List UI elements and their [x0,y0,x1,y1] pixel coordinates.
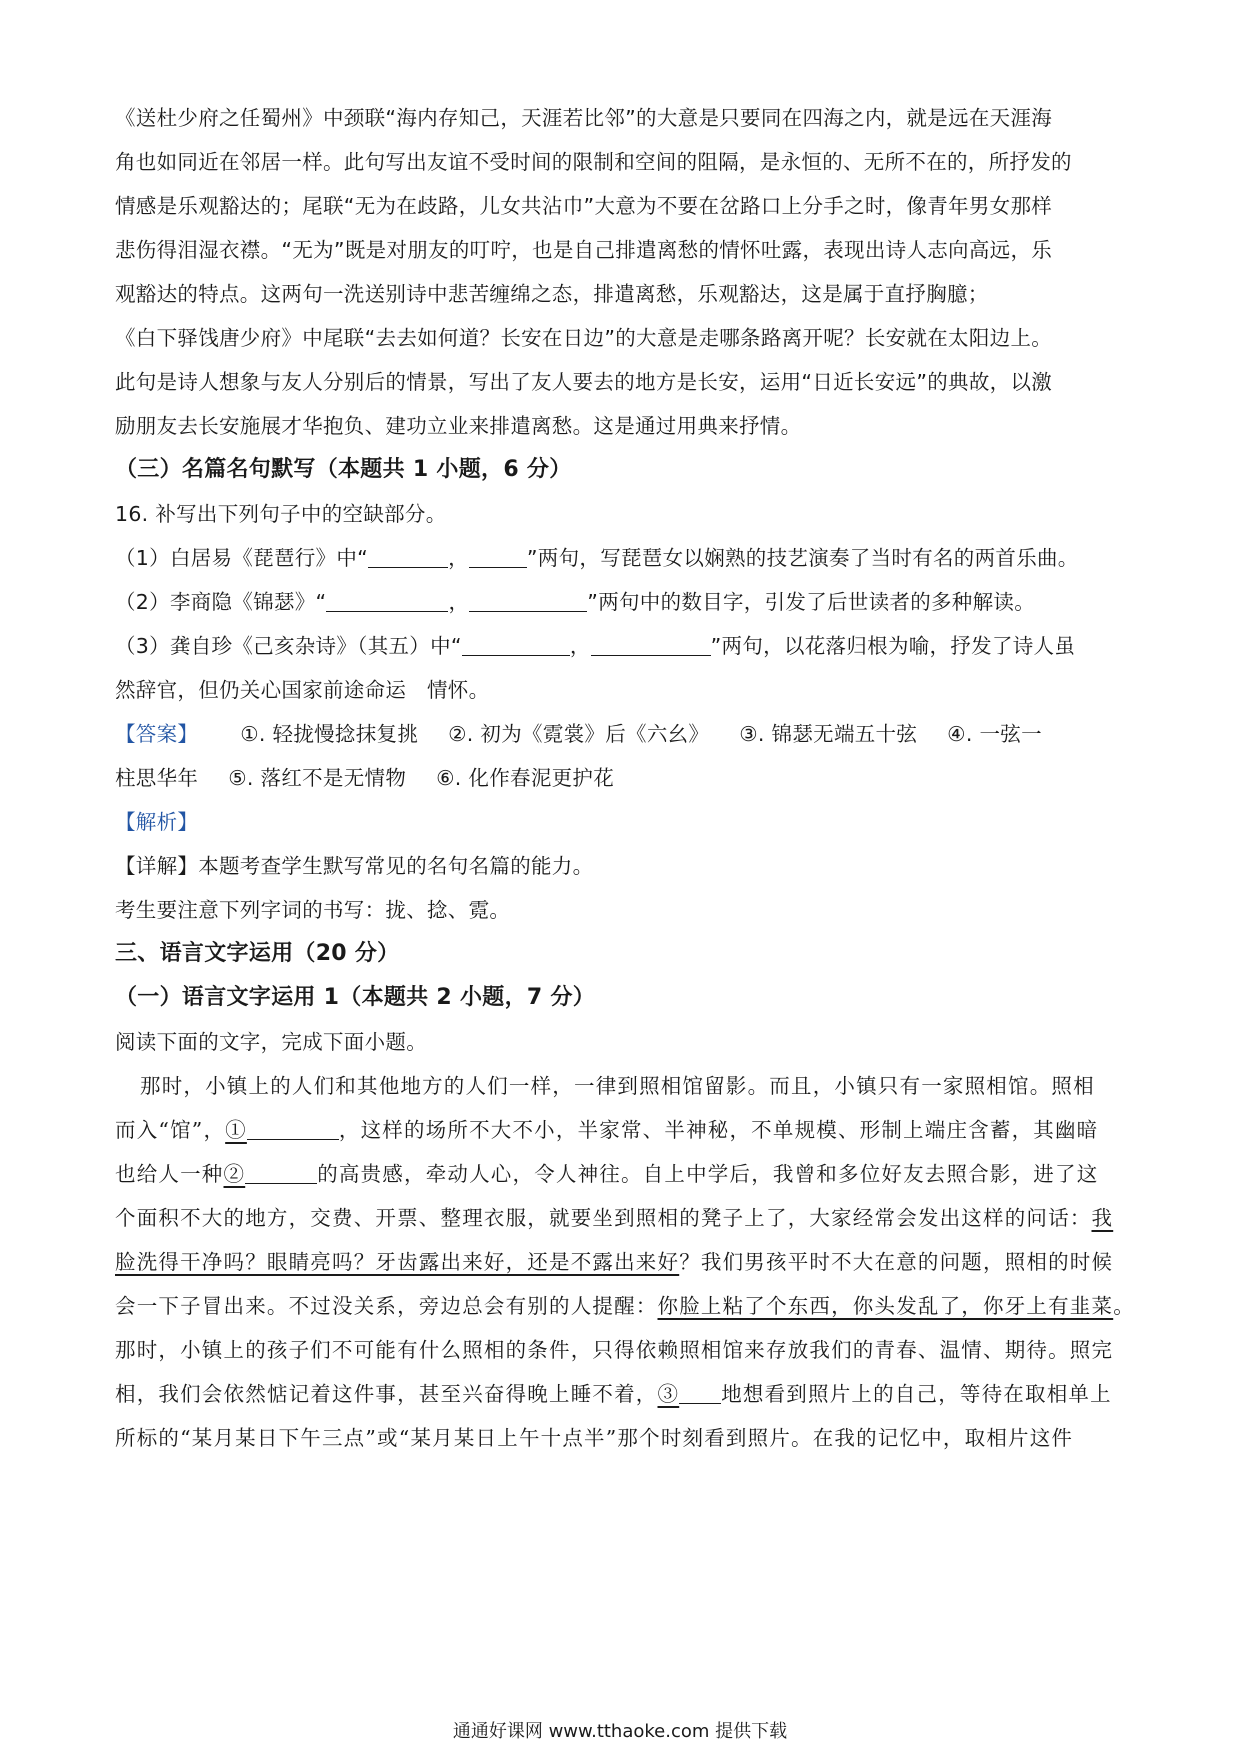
answer-item: ②. 初为《霓裳》后《六幺》 [448,722,710,746]
passage-text: 地想看到照片上的自己，等待在取相单上 [721,1382,1112,1406]
passage-line [115,1247,1113,1277]
fill-blank[interactable] [326,591,448,612]
answer-line-1 [115,719,1042,749]
passage-line [115,1159,1098,1189]
passage-line: 所标的“某月某日下午三点”或“某月某日上午十点半”那个时刻看到照片。在我的记忆中，取相片这件 [115,1426,1074,1450]
passage-line [115,1203,1113,1233]
fill-blank[interactable] [368,547,448,568]
underlined-text: 脸洗得干净吗？眼睛亮吗？牙齿露出来好，还是不露出来好 [115,1250,680,1274]
answer-label: 【答案】 [115,722,199,746]
passage-text: 的高贵感，牵动人心，令人神往。自上中学后，我曾和多位好友去照合影，进了这 [317,1162,1099,1186]
answer-item: ③. 锦瑟无端五十弦 [739,722,918,746]
analysis-line: 《白下驿饯唐少府》中尾联“去去如何道？长安在日边”的大意是走哪条路离开呢？长安就在太阳边上。 [115,326,1053,350]
detail-note: 考生要注意下列字词的书写：拢、捻、霓。 [115,898,511,922]
page-footer: 通通好课网 www.tthaoke.com 提供下载 [452,1721,788,1742]
fill-blank[interactable] [591,635,711,656]
passage-text: 也给人一种 [115,1162,224,1186]
item-text: （3）龚自珍《己亥杂诗》（其五）中“ [115,634,462,658]
detail-label: 【详解】 [115,854,199,878]
passage-line [115,1379,1112,1409]
fill-blank[interactable] [469,591,587,612]
blank-marker-2: ② [223,1162,246,1186]
blank-marker-1: ① [225,1118,247,1142]
analysis-line: 角也如同近在邻居一样。此句写出友谊不受时间的限制和空间的阻隔，是永恒的、无所不在的，所抒发的 [115,150,1072,174]
passage-text: 会一下子冒出来。不过没关系，旁边总会有别的人提醒： [115,1294,658,1318]
fill-blank[interactable] [469,547,527,568]
passage-text: 而入“馆”， [115,1118,226,1142]
item-text: ， [448,546,469,570]
passage-line [115,1115,1098,1145]
answer-item: ⑤. 落红不是无情物 [228,766,407,790]
passage-line [115,1291,1135,1321]
item-text: ”两句中的数目字，引发了后世读者的多种解读。 [587,590,1036,614]
item-text: ”两句，以花落归根为喻，抒发了诗人虽 [710,634,1076,658]
section-heading: （一）语言文字运用 1（本题共 2 小题，7 分） [115,985,596,1010]
fill-blank[interactable] [245,1163,317,1184]
fill-blank[interactable] [247,1119,339,1140]
answer-line-2 [115,763,644,793]
passage-text: ？我们男孩平时不大在意的问题，照相的时候 [679,1250,1114,1274]
read-instruction: 阅读下面的文字，完成下面小题。 [115,1030,427,1054]
item-text: （2）李商隐《锦瑟》“ [115,590,327,614]
underlined-text: 你脸上粘了个东西，你头发乱了，你牙上有韭菜 [657,1294,1114,1318]
question-16-stem: 16. 补写出下列句子中的空缺部分。 [115,502,447,526]
passage-line: 那时，小镇上的人们和其他地方的人们一样，一律到照相馆留影。而且，小镇只有一家照相馆。照相 [140,1074,1095,1098]
fill-blank[interactable] [462,635,570,656]
analysis-line: 情感是乐观豁达的；尾联“无为在歧路，儿女共沾巾”大意为不要在岔路口上分手之时，像青年男女那样 [115,194,1053,218]
analysis-line: 《送杜少府之任蜀州》中颈联“海内存知己，天涯若比邻”的大意是只要同在四海之内，就是远在天涯海 [115,106,1053,130]
question-16-item-2 [115,587,1035,617]
analysis-label: 【解析】 [115,810,199,834]
answer-item: ①. 轻拢慢捻抹复挑 [240,722,419,746]
detail-line [115,851,593,881]
underlined-text: 我 [1091,1206,1114,1230]
analysis-line: 悲伤得泪湿衣襟。“无为”既是对朋友的叮咛，也是自己排遣离愁的情怀吐露，表现出诗人志向高远，乐 [115,238,1053,262]
analysis-line: 励朋友去长安施展才华抱负、建功立业来排遣离愁。这是通过用典来抒情。 [115,414,802,438]
answer-item: ⑥. 化作春泥更护花 [436,766,615,790]
item-text: ”两句，写琵琶女以娴熟的技艺演奏了当时有名的两首乐曲。 [526,546,1079,570]
detail-text: 本题考查学生默写常见的名句名篇的能力。 [198,854,594,878]
blank-marker-3: ③ [657,1382,680,1406]
analysis-line: 此句是诗人想象与友人分别后的情景，写出了友人要去的地方是长安，运用“日近长安远”的典故，以激 [115,370,1053,394]
passage-text: 个面积不大的地方，交费、开票、整理衣服，就要坐到照相的凳子上了，大家经常会发出这样的问话： [115,1206,1092,1230]
part-heading: 三、语言文字运用（20 分） [115,941,400,966]
analysis-line: 观豁达的特点。这两句一洗送别诗中悲苦缠绵之态，排遣离愁，乐观豁达，这是属于直抒胸臆； [115,282,989,306]
item-text: ， [448,590,470,614]
section-heading: （三）名篇名句默写（本题共 1 小题，6 分） [115,457,572,482]
question-16-item-1 [115,543,1079,573]
passage-text: ，这样的场所不大不小，半家常、半神秘，不单规模、形制上端庄含蓄，其幽暗 [338,1118,1099,1142]
passage-text: 相，我们会依然惦记着这件事，甚至兴奋得晚上睡不着， [115,1382,658,1406]
question-16-item-3 [115,631,1075,661]
passage-text: 。 [1113,1294,1135,1318]
passage-line: 那时，小镇上的孩子们不可能有什么照相的条件，只得依赖照相馆来存放我们的青春、温情、期待。照完 [115,1338,1114,1362]
item-text: （1）白居易《琵琶行》中“ [115,546,369,570]
answer-item: ④. 一弦一 [947,722,1042,746]
item-text: ， [569,634,591,658]
fill-blank[interactable] [679,1383,721,1404]
answer-item: 柱思华年 [115,766,199,790]
question-16-item-3-cont: 然辞官，但仍关心国家前途命运 情怀。 [115,678,490,702]
